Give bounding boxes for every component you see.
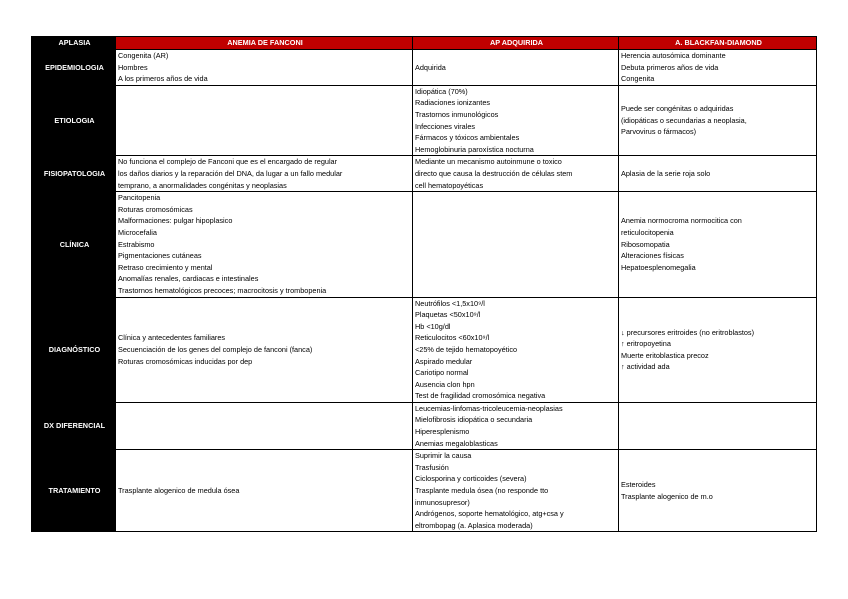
cell-line: Parvovirus o fármacos) — [621, 127, 697, 137]
cell-line: Ausencia clon hpn — [415, 379, 475, 389]
cell-line: Mediante un mecanismo autoinmune o toxico — [415, 157, 562, 167]
cell-blackfan — [619, 297, 817, 402]
cell-line: Alteraciones físicas — [621, 251, 684, 261]
cell-line: temprano, a anormalidades congénitas y neoplasias — [118, 180, 287, 190]
cell-fanconi — [116, 156, 413, 192]
cell-line: Reticulocitos <60x10⁹/l — [415, 333, 490, 343]
cell-line: Ribosomopatia — [621, 239, 670, 249]
cell-adquirida — [413, 85, 619, 156]
cell-line: Aspirado medular — [415, 356, 473, 366]
row-label: DIAGNÓSTICO — [32, 297, 116, 402]
cell-fanconi — [116, 402, 413, 449]
row-label: DX DIFERENCIAL — [32, 402, 116, 449]
cell-line: Puede ser congénitas o adquiridas — [621, 104, 734, 114]
cell-adquirida — [413, 402, 619, 449]
cell-line: Trasfusión — [415, 462, 449, 472]
table-row — [32, 192, 817, 297]
cell-line: Pigmentaciones cutáneas — [118, 251, 202, 261]
cell-line: inmunosupresor) — [415, 497, 470, 507]
cell-line: Malformaciones: pulgar hipoplasico — [118, 216, 233, 226]
table-row — [32, 450, 817, 532]
cell-line: <25% de tejido hematopoyético — [415, 344, 518, 354]
cell-line: Hb <10g/dl — [415, 321, 451, 331]
cell-line: Anomalías renales, cardiacas e intestinales — [118, 274, 259, 284]
cell-line: los daños diarios y la reparación del DNA, da lugar a un fallo medular — [118, 168, 343, 178]
cell-line: directo que causa la destrucción de células stem — [415, 168, 573, 178]
cell-line: Ciclosporina y corticoides (severa) — [415, 474, 527, 484]
cell-blackfan — [619, 50, 817, 86]
cell-line: Mielofibrosis idiopática o secundaria — [415, 415, 533, 425]
cell-line: Neutrófilos <1,5x10⁹/l — [415, 298, 485, 308]
corner-header: APLASIA — [32, 37, 116, 50]
table-row — [32, 85, 817, 156]
cell-line: Hiperesplenismo — [415, 427, 470, 437]
cell-blackfan — [619, 450, 817, 532]
cell-line: Debuta primeros años de vida — [621, 62, 719, 72]
cell-line: Pancitopenia — [118, 193, 161, 203]
row-label: EPIDEMIOLOGIA — [32, 50, 116, 86]
cell-line: Hemoglobinuria paroxística nocturna — [415, 144, 534, 154]
cell-line: Congenita (AR) — [118, 51, 169, 60]
cell-line: Trasplante medula ósea (no responde tto — [415, 486, 549, 496]
cell-line: Anemia normocroma normocitica con — [621, 216, 742, 226]
row-label: CLÍNICA — [32, 192, 116, 297]
cell-adquirida — [413, 156, 619, 192]
cell-line: Trasplante alogenico de m.o — [621, 491, 713, 501]
cell-line: Herencia autosómica dominante — [621, 51, 726, 60]
cell-line: Test de fragilidad cromosómica negativa — [415, 391, 546, 401]
cell-line: eltrombopag (a. Aplasica moderada) — [415, 520, 533, 530]
cell-line: Hepatoesplenomegalia — [621, 262, 696, 272]
table-row — [32, 297, 817, 402]
cell-line: ↓ precursores eritroides (no eritroblastos) — [621, 327, 755, 337]
row-label: ETIOLOGIA — [32, 85, 116, 156]
cell-line: Estrabismo — [118, 239, 155, 249]
cell-line: Infecciones virales — [415, 121, 476, 131]
cell-line: Muerte eritoblastica precoz — [621, 350, 709, 360]
cell-line: Esteroides — [621, 480, 656, 490]
row-label: TRATAMIENTO — [32, 450, 116, 532]
cell-line: Adquirida — [415, 62, 446, 72]
cell-line: Hombres — [118, 62, 148, 72]
cell-line: (idiopáticas o secundarias a neoplasia, — [621, 115, 747, 125]
cell-line: Microcefalia — [118, 227, 157, 237]
cell-line: ↑ actividad ada — [621, 362, 670, 372]
row-label: FISIOPATOLOGIA — [32, 156, 116, 192]
table-row — [32, 50, 817, 86]
cell-adquirida — [413, 297, 619, 402]
cell-line: Trastornos hematológicos precoces; macrocitosis y trombopenia — [118, 285, 327, 295]
cell-line: Leucemias-linfomas-tricoleucemia-neoplasias — [415, 403, 563, 413]
cell-line: Roturas cromosómicas inducidas por dep — [118, 356, 253, 366]
cell-adquirida — [413, 50, 619, 86]
cell-line: Fármacos y tóxicos ambientales — [415, 133, 520, 143]
cell-line: Trastornos inmunológicos — [415, 109, 499, 119]
cell-line: Idiopática (70%) — [415, 86, 468, 96]
cell-line: Congenita — [621, 74, 655, 84]
cell-line: ↑ eritropoyetina — [621, 339, 671, 349]
cell-line: reticulocitopenia — [621, 227, 674, 237]
cell-blackfan — [619, 402, 817, 449]
column-header-fanconi: ANEMIA DE FANCONI — [116, 37, 413, 50]
cell-fanconi — [116, 192, 413, 297]
cell-line: Aplasia de la serie roja solo — [621, 168, 711, 178]
table-row — [32, 156, 817, 192]
cell-blackfan — [619, 192, 817, 297]
column-header-blackfan: A. BLACKFAN-DIAMOND — [619, 37, 817, 50]
cell-fanconi — [116, 85, 413, 156]
cell-line: Clínica y antecedentes familiares — [118, 333, 226, 343]
cell-line: cell hematopoyéticas — [415, 180, 484, 190]
cell-line: Plaquetas <50x10⁹/l — [415, 310, 481, 320]
cell-line: Cariotipo normal — [415, 368, 469, 378]
header-row — [32, 37, 817, 50]
cell-fanconi — [116, 450, 413, 532]
cell-fanconi — [116, 50, 413, 86]
cell-line: Anemias megaloblasticas — [415, 438, 498, 448]
cell-line: Trasplante alogenico de medula ósea — [118, 486, 240, 496]
cell-line: Secuenciación de los genes del complejo de fanconi (fanca) — [118, 344, 313, 354]
cell-blackfan — [619, 156, 817, 192]
cell-line: Radiaciones ionizantes — [415, 98, 491, 108]
aplasia-comparison-table — [31, 36, 817, 532]
cell-line: Suprimir la causa — [415, 451, 472, 461]
cell-adquirida — [413, 450, 619, 532]
table-row — [32, 402, 817, 449]
cell-line: A los primeros años de vida — [118, 74, 208, 84]
cell-adquirida — [413, 192, 619, 297]
cell-line: No funciona el complejo de Fanconi que es el encargado de regular — [118, 157, 338, 167]
column-header-adquirida: AP ADQUIRIDA — [413, 37, 619, 50]
cell-line: Andrógenos, soporte hematológico, atg+csa y — [415, 509, 564, 519]
cell-line: Retraso crecimiento y mental — [118, 262, 213, 272]
cell-blackfan — [619, 85, 817, 156]
cell-fanconi — [116, 297, 413, 402]
cell-line: Roturas cromosómicas — [118, 204, 193, 214]
